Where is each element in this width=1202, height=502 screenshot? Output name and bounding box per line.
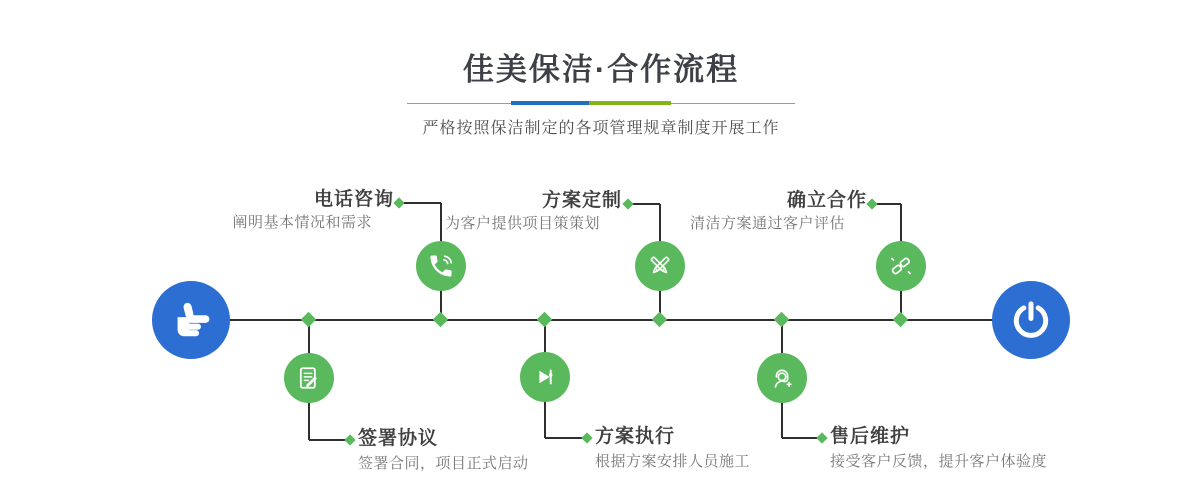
diamond-marker	[537, 312, 553, 328]
diamond-marker	[652, 312, 668, 328]
diamond-marker	[893, 312, 909, 328]
step-custom-plan	[445, 190, 622, 233]
connector-line	[545, 437, 583, 439]
diamond-marker	[866, 198, 877, 209]
page-header	[0, 0, 1202, 138]
step-desc: 接受客户反馈，提升客户体验度	[830, 453, 1048, 470]
page-subtitle: 严格按照保洁制定的各项管理规章制度开展工作	[422, 120, 780, 137]
diamond-marker	[433, 312, 449, 328]
step-title: 电话咨询	[313, 189, 394, 210]
connector-line	[876, 203, 901, 205]
step-desc: 清洁方案通过客户评估	[689, 215, 845, 232]
step-desc: 根据方案安排人员施工	[595, 453, 751, 470]
crossed-pencils-icon	[646, 252, 674, 280]
diamond-marker	[816, 432, 827, 443]
connector-line	[782, 437, 818, 439]
diamond-marker	[581, 432, 592, 443]
step-circle-custom-plan	[635, 241, 685, 291]
step-circle-execution	[520, 352, 570, 402]
step-circle-contract	[284, 353, 334, 403]
step-desc: 阐明基本情况和需求	[232, 214, 372, 231]
play-next-icon	[531, 363, 559, 391]
title-divider	[407, 101, 795, 106]
page-title: 佳美保洁·合作流程	[462, 52, 740, 87]
step-circle-aftersale	[757, 353, 807, 403]
contract-pen-icon	[295, 364, 323, 392]
diamond-marker	[344, 434, 355, 445]
timeline-end-circle	[992, 281, 1070, 359]
power-icon	[1009, 298, 1053, 342]
diamond-marker	[301, 312, 317, 328]
step-phone-consult	[232, 189, 394, 232]
diamond-marker	[622, 198, 633, 209]
step-desc: 为客户提供项目策策划	[444, 215, 600, 232]
step-establish-cooperation	[690, 190, 867, 233]
step-desc: 签署合同，项目正式启动	[358, 455, 529, 472]
step-sign-agreement	[358, 428, 529, 473]
headset-plus-icon	[768, 364, 796, 392]
step-title: 签署协议	[358, 428, 439, 449]
step-circle-phone	[416, 241, 466, 291]
connector-line	[632, 203, 660, 205]
step-circle-cooperation	[876, 241, 926, 291]
diamond-marker	[774, 312, 790, 328]
step-title: 方案定制	[541, 190, 622, 211]
connector-line	[309, 439, 346, 441]
hand-point-right-icon	[168, 297, 214, 343]
handshake-icon	[887, 252, 915, 280]
connector-line	[403, 202, 441, 204]
phone-icon	[427, 252, 455, 280]
divider-green-segment	[589, 101, 671, 105]
step-plan-execution	[595, 426, 750, 471]
timeline-start-circle	[152, 281, 230, 359]
step-title: 方案执行	[595, 426, 676, 447]
divider-blue-segment	[511, 101, 589, 105]
step-aftersale-maintenance	[830, 426, 1047, 471]
step-title: 售后维护	[830, 426, 911, 447]
step-title: 确立合作	[786, 190, 867, 211]
diamond-marker	[393, 197, 404, 208]
